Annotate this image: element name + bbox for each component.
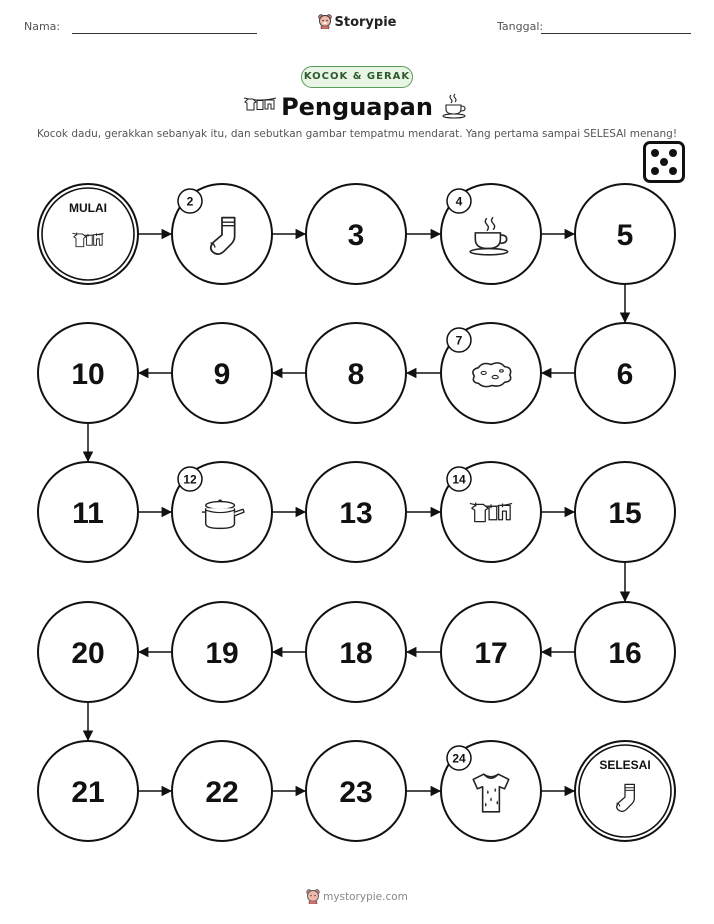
- page-title: Penguapan: [281, 93, 433, 121]
- board-space-23: [306, 741, 406, 841]
- brand-name: Storypie: [334, 15, 397, 30]
- board-space-5: [575, 184, 675, 284]
- board-space-24: [441, 741, 541, 841]
- board-space-25: [575, 741, 675, 841]
- board-space-19: [172, 602, 272, 702]
- board-space-18: [306, 602, 406, 702]
- space-number: 3: [347, 219, 365, 252]
- board-space-14: [441, 462, 541, 562]
- instructions: Kocok dadu, gerakkan sebanyak itu, dan sebutkan gambar tempatmu mendarat. Yang pertama sampai SELESAI menang!: [36, 128, 678, 140]
- board-space-21: [38, 741, 138, 841]
- space-number: 19: [205, 637, 239, 670]
- board-space-15: [575, 462, 675, 562]
- space-number: 6: [616, 358, 634, 391]
- space-number: 5: [616, 219, 634, 252]
- space-number: 4: [455, 194, 463, 209]
- board-space-1: [38, 184, 138, 284]
- board-space-13: [306, 462, 406, 562]
- board-space-12: [172, 462, 272, 562]
- space-number: 2: [186, 194, 194, 209]
- space-number: 7: [455, 333, 463, 348]
- board-space-9: [172, 323, 272, 423]
- space-number: 10: [71, 358, 105, 391]
- board-space-8: [306, 323, 406, 423]
- space-number: 24: [452, 751, 466, 766]
- footer: [0, 889, 714, 907]
- space-number: 18: [339, 637, 373, 670]
- name-label: Nama:: [24, 20, 61, 33]
- space-number: 20: [71, 637, 105, 670]
- date-label: Tanggal:: [497, 20, 544, 33]
- space-number: 12: [183, 472, 197, 487]
- board-space-20: [38, 602, 138, 702]
- board-space-3: [306, 184, 406, 284]
- clothesline-icon: [72, 233, 103, 247]
- board-space-22: [172, 741, 272, 841]
- space-number: 17: [474, 637, 508, 670]
- board-space-2: [172, 184, 272, 284]
- start-label: MULAI: [69, 201, 107, 215]
- space-number: 16: [608, 637, 642, 670]
- space-number: 9: [213, 358, 231, 391]
- board-space-4: [441, 184, 541, 284]
- activity-badge: KOCOK & GERAK: [301, 66, 413, 88]
- space-number: 14: [452, 472, 466, 487]
- space-number: 22: [205, 776, 239, 809]
- space-number: 13: [339, 497, 373, 530]
- board-space-10: [38, 323, 138, 423]
- space-number: 23: [339, 776, 373, 809]
- board-space-11: [38, 462, 138, 562]
- space-number: 8: [347, 358, 365, 391]
- board-space-17: [441, 602, 541, 702]
- clothesline-icon: [470, 503, 512, 522]
- finish-label: SELESAI: [599, 758, 651, 772]
- board-space-16: [575, 602, 675, 702]
- space-number: 11: [72, 497, 104, 530]
- board-space-6: [575, 323, 675, 423]
- space-number: 15: [608, 497, 642, 530]
- board-space-7: [441, 323, 541, 423]
- footer-url: mystorypie.com: [323, 891, 408, 903]
- bear-icon: [306, 889, 320, 907]
- space-number: 21: [71, 776, 105, 809]
